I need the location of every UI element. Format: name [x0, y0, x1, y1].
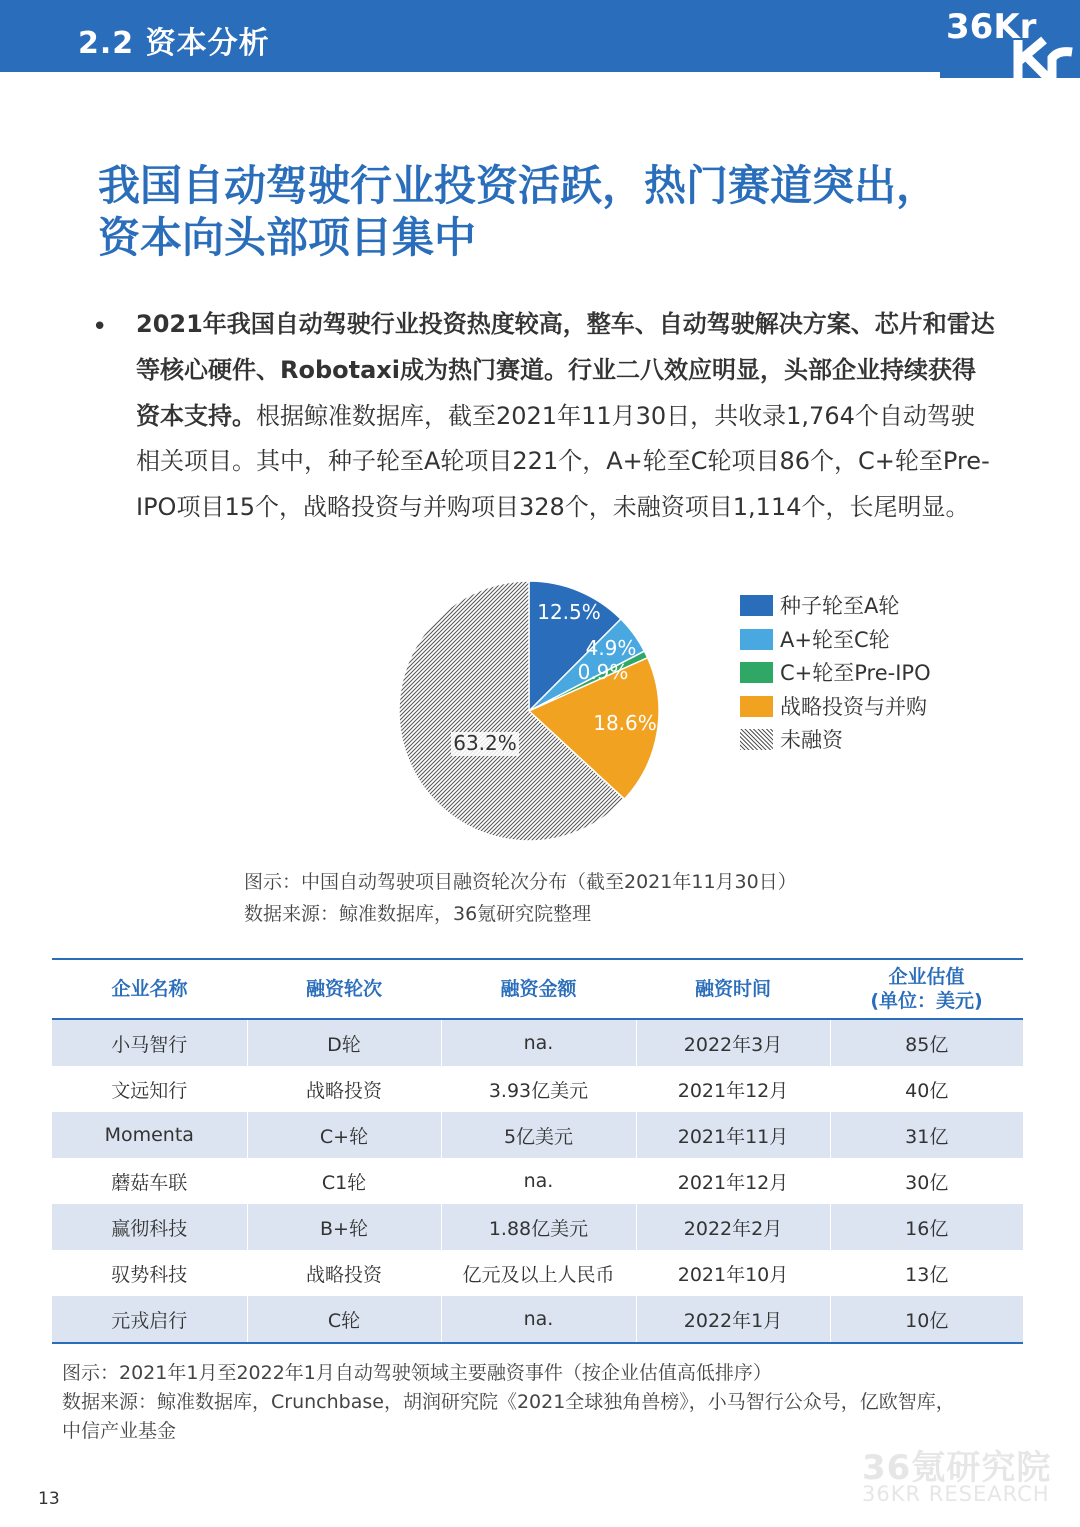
cell-valuation: 85亿 — [830, 1019, 1023, 1066]
chart-figure-caption: 图示：中国自动驾驶项目融资轮次分布（截至2021年11月30日） — [244, 871, 797, 893]
header-amount: 融资金额 — [441, 959, 636, 1019]
section-title: 2.2 资本分析 — [78, 26, 270, 61]
cell-amount: na. — [441, 1296, 636, 1343]
table-row — [52, 1296, 1023, 1343]
cell-company: 文远知行 — [111, 1079, 188, 1102]
cell-company: 蘑菇车联 — [111, 1171, 188, 1194]
cell-company: Momenta — [52, 1112, 247, 1158]
cell-valuation: 16亿 — [830, 1204, 1023, 1250]
header-date: 融资时间 — [636, 959, 830, 1019]
logo-36-text: 36Kr — [946, 7, 1037, 47]
cell-date: 2022年1月 — [636, 1296, 830, 1343]
table-source-caption-line-1: 数据来源：鲸准数据库，Crunchbase，胡润研究院《2021全球独角兽榜》，小马智行公众号，亿欧智库， — [62, 1391, 955, 1413]
legend-swatch — [740, 595, 773, 616]
cell-round: C1轮 — [247, 1158, 441, 1204]
chart-source-caption: 数据来源：鲸准数据库，36氪研究院整理 — [244, 903, 592, 925]
headline-line-2: 资本向头部项目集中 — [98, 213, 477, 262]
paragraph-bold-text: 2021年我国自动驾驶行业投资热度较高，整车、自动驾驶解决方案、芯片和雷达等核心硬件、Robotaxi成为热门赛道。行业二八效应明显，头部企业持续获得资本支持。 — [136, 310, 995, 430]
bullet-icon: • — [92, 312, 108, 342]
legend-swatch — [740, 662, 773, 683]
cell-amount: na. — [441, 1158, 636, 1204]
page-number: 13 — [38, 1489, 60, 1509]
summary-paragraph — [136, 302, 996, 531]
header-bar — [0, 0, 1080, 72]
header-valuation-line-1: 企业估值 — [888, 966, 965, 988]
legend-label: 种子轮至A轮 — [780, 594, 900, 618]
cell-valuation: 10亿 — [830, 1296, 1023, 1343]
cell-amount: 5亿美元 — [441, 1112, 636, 1158]
headline-line-1: 我国自动驾驶行业投资活跃，热门赛道突出， — [98, 161, 939, 210]
table-row — [52, 1158, 1023, 1204]
legend-label: A+轮至C轮 — [780, 627, 890, 652]
legend-swatch — [740, 696, 773, 717]
cell-round: C+轮 — [247, 1112, 441, 1158]
cell-round: C轮 — [247, 1296, 441, 1343]
table-source-caption-line-2: 中信产业基金 — [62, 1420, 177, 1442]
pie-data-label: 4.9% — [585, 636, 637, 660]
cell-date: 2021年10月 — [636, 1250, 830, 1296]
table-row — [52, 1250, 1023, 1296]
footer-brand-watermark-cn: 36氪研究院 — [862, 1448, 1052, 1488]
footer-brand-watermark-en: 36KR RESEARCH — [862, 1482, 1050, 1506]
cell-round: 战略投资 — [247, 1250, 441, 1296]
legend-label: C+轮至Pre-IPO — [780, 661, 931, 685]
36kr-logo — [940, 0, 1080, 78]
cell-amount: 3.93亿美元 — [441, 1066, 636, 1112]
cell-date: 2021年12月 — [636, 1158, 830, 1204]
cell-round: B+轮 — [247, 1204, 441, 1250]
pie-data-label: 18.6% — [593, 711, 657, 735]
cell-amount: 亿元及以上人民币 — [441, 1250, 636, 1296]
cell-company: 元戎启行 — [52, 1296, 247, 1343]
cell-amount: na. — [441, 1019, 636, 1066]
table-row — [52, 1019, 1023, 1066]
pie-data-label: 0.9% — [577, 660, 629, 684]
cell-valuation: 31亿 — [830, 1112, 1023, 1158]
table-row — [52, 1066, 1023, 1112]
pie-data-label: 63.2% — [453, 731, 517, 755]
cell-company: 小马智行 — [52, 1019, 247, 1066]
table-row — [52, 1112, 1023, 1158]
header-valuation-line-2: (单位：美元) — [870, 990, 983, 1012]
cell-date: 2022年3月 — [636, 1019, 830, 1066]
cell-company: 赢彻科技 — [52, 1204, 247, 1250]
legend-swatch — [740, 629, 773, 650]
cell-date: 2022年2月 — [636, 1204, 830, 1250]
pie-data-label: 12.5% — [537, 600, 601, 624]
paragraph-normal-text: 根据鲸准数据库，截至2021年11月30日，共收录1,764个自动驾驶相关项目。其中，种子轮至A轮项目221个，A+轮至C轮项目86个，C+轮至Pre-IPO项目15个，战略投资与并购项目328个，未融资项目1,114个，长尾明显。 — [136, 401, 990, 522]
cell-date: 2021年11月 — [636, 1112, 830, 1158]
cell-round: 战略投资 — [247, 1066, 441, 1112]
table-figure-caption: 图示：2021年1月至2022年1月自动驾驶领域主要融资事件（按企业估值高低排序） — [62, 1362, 772, 1384]
header-company: 企业名称 — [52, 959, 247, 1019]
financing-events-table — [52, 958, 1023, 1344]
table-row — [52, 1204, 1023, 1250]
legend-label: 战略投资与并购 — [780, 694, 927, 719]
cell-date: 2021年12月 — [636, 1066, 830, 1112]
cell-valuation: 30亿 — [830, 1158, 1023, 1204]
page-headline — [98, 160, 998, 264]
legend-label: 未融资 — [780, 728, 843, 752]
header-valuation — [830, 959, 1023, 1019]
table-header-row — [52, 959, 1023, 1019]
financing-round-pie-chart — [396, 580, 662, 842]
cell-valuation: 40亿 — [830, 1066, 1023, 1112]
cell-amount: 1.88亿美元 — [441, 1204, 636, 1250]
cell-valuation: 13亿 — [830, 1250, 1023, 1296]
cell-company: 驭势科技 — [111, 1263, 188, 1286]
header-round: 融资轮次 — [247, 959, 441, 1019]
legend-swatch — [740, 729, 773, 750]
cell-round: D轮 — [247, 1019, 441, 1066]
